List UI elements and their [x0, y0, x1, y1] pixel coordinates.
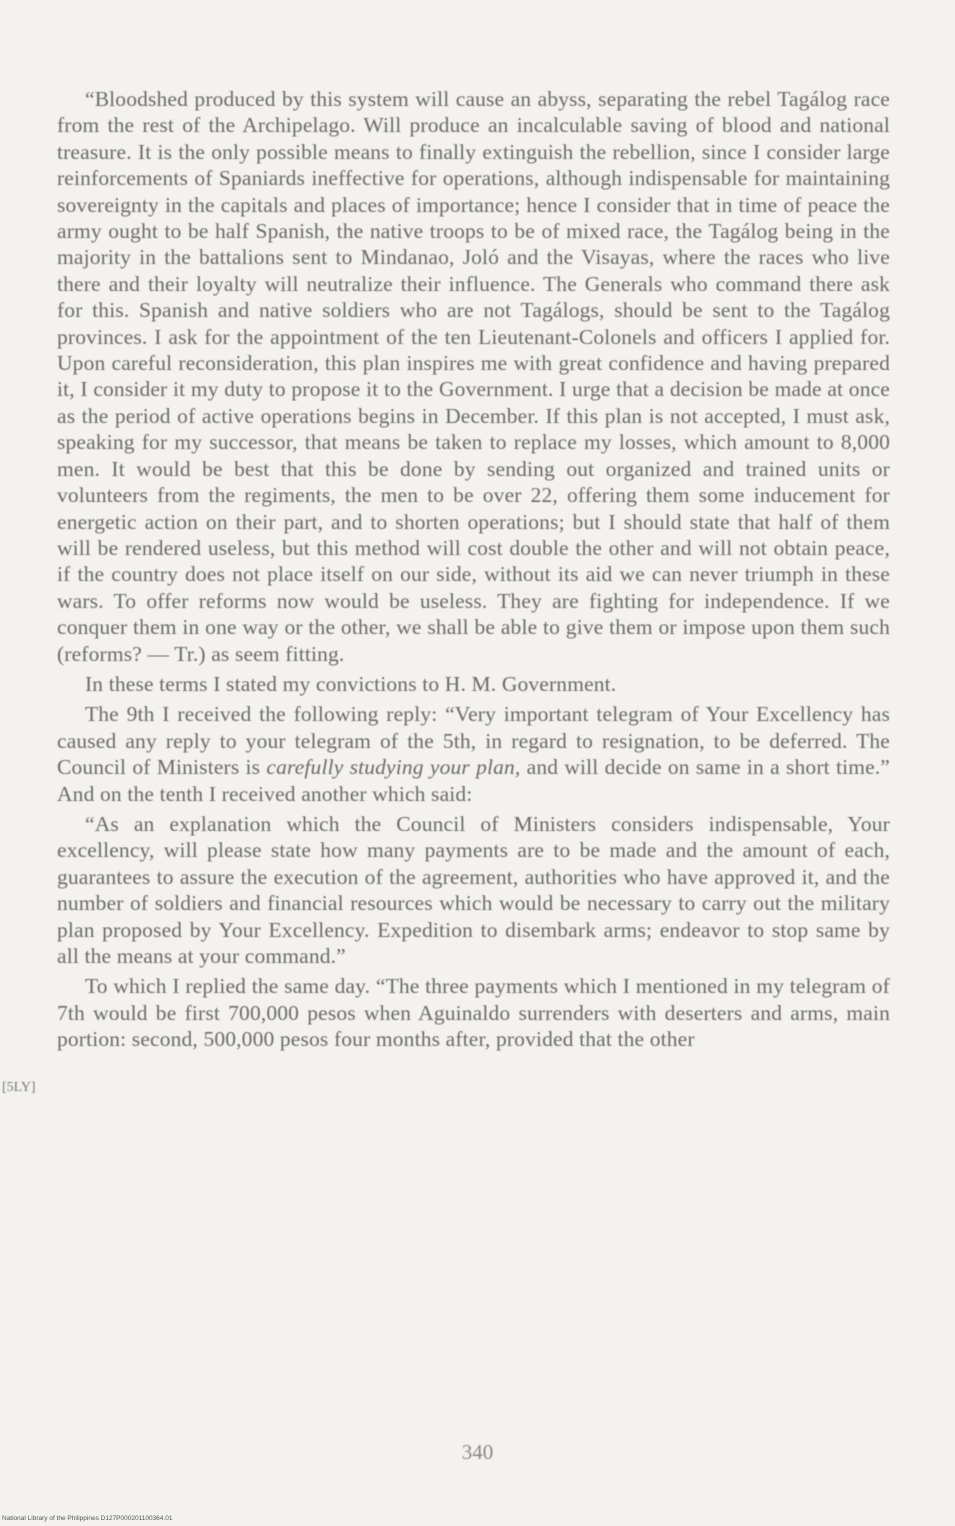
paragraph-explanation: “As an explanation which the Council of Ministers considers indispensable, Your excellency, will please state how many payments are to be made and the amount of each, guarantees to assure the execution of the agreement, authorities who have approved it, and the number of soldiers and financial resources which would be necessary to carry out the military plan proposed by Your Excellency. Expedition to disembark arms; endeavor to stop same by all the means at your command.”	[57, 811, 890, 968]
margin-note: [5LY]	[2, 1080, 36, 1095]
paragraph-reply	[57, 701, 890, 807]
paragraph-convictions: In these terms I stated my convictions to H. M. Government.	[85, 671, 617, 696]
reply-emphasis: carefully studying your plan,	[266, 755, 521, 780]
paragraph-payments: To which I replied the same day. “The three payments which I mentioned in my telegram of 7th would be first 700,000 pesos when Aguinaldo surrenders with deserters and arms, main portion: second, 500,000 pesos four months after, provided that the other	[57, 974, 890, 1052]
footer-caption: National Library of the Philippines D127P000201100364.01	[2, 1515, 173, 1522]
page-number: 340	[461, 1440, 494, 1464]
paragraph-telegram: “Bloodshed produced by this system will cause an abyss, separating the rebel Tagálog race from the rest of the Archipelago. Will produce an incalculable saving of blood and national treasure. It is the only possible means to finally extinguish the rebellion, since I consider large reinforcements of Spaniards ineffective for operations, although indispensable for maintaining sovereignty in the capitals and places of importance; hence I consider that in time of peace the army ought to be half Spanish, the native troops to be of mixed race, the Tagálog being in the majority in the battalions sent to Mindanao, Joló and the Visayas, where the races who live there and their loyalty will neutralize their influence. The Generals who command there ask for this. Spanish and native soldiers who are not Tagálogs, should be sent to the Tagálog provinces. I ask for the appointment of the ten Lieutenant-Colonels and officers I applied for. Upon careful reconsideration, this plan inspires me with great confidence and having prepared it, I consider it my duty to propose it to the Government. I urge that a decision be made at once as the period of active operations begins in December. If this plan is not accepted, I must ask, speaking for my successor, that means be taken to replace my losses, which amount to 8,000 men. It would be best that this be done by sending out organized and trained units or volunteers from the regiments, the men to be over 22, offering them some inducement for energetic action on their part, and to shorten operations; but I should state that half of them will be rendered useless, but this method will cost double the other and will not obtain peace, if the country does not place itself on our side, without its aid we can never triumph in these wars. To offer reforms now would be useless. They are fighting for independence. If we conquer them in one way or the other, we shall be able to give them or impose upon them such (reforms? — Tr.) as seem fitting.	[57, 87, 890, 666]
reply-suffix: and will decide on same in a short time.” And on the tenth I received another which said:	[57, 755, 890, 806]
reply-prefix: The 9th I received the following reply: “Very important telegram of Your Excellency has caused any reply to your telegram of the 5th, in regard to resignation, to be deferred. The Council of Ministers is	[57, 702, 890, 780]
body-text	[57, 86, 890, 1053]
